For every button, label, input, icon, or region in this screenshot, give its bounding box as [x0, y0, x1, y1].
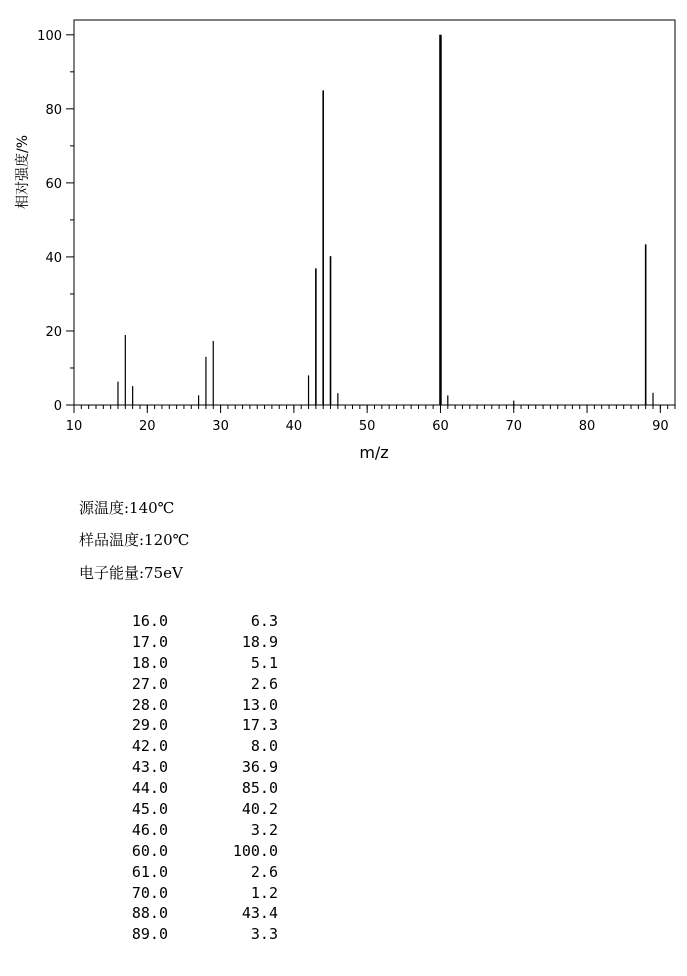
- peak-mz: 61.0: [131, 862, 168, 881]
- peak-row: [120, 778, 290, 799]
- peak-mz: 42.0: [131, 737, 168, 756]
- peak-row: [120, 736, 290, 757]
- electron-energy: 电子能量:75eV: [79, 564, 183, 582]
- peak-mz: 28.0: [131, 695, 168, 714]
- y-tick-label: 40: [45, 250, 62, 266]
- peak-intensity: 13.0: [241, 695, 278, 714]
- peak-intensity: 5.1: [250, 653, 278, 672]
- y-tick-label: 20: [45, 324, 62, 340]
- y-tick-label: 80: [45, 102, 62, 118]
- y-axis: [37, 29, 74, 414]
- plot-frame: [74, 20, 675, 405]
- peak-intensity: 2.6: [250, 862, 278, 881]
- x-axis: [66, 405, 675, 434]
- peak-intensity: 3.2: [250, 820, 278, 839]
- peak-row: [120, 695, 290, 716]
- peak-row: [120, 632, 290, 653]
- peak-intensity: 2.6: [250, 674, 278, 693]
- y-axis-label: 相对强度/%: [15, 134, 31, 210]
- peak-mz: 60.0: [131, 841, 168, 860]
- peak-mz: 27.0: [131, 674, 168, 693]
- peak-mz: 88.0: [131, 904, 168, 923]
- peak-intensity: 100.0: [232, 841, 278, 860]
- peak-mz: 45.0: [131, 800, 168, 819]
- peak-intensity: 43.4: [241, 904, 278, 923]
- peak-row: [120, 799, 290, 820]
- peak-mz: 18.0: [131, 653, 168, 672]
- x-tick-label: 30: [212, 419, 229, 434]
- peak-table: [120, 611, 290, 945]
- peak-intensity: 40.2: [241, 800, 278, 819]
- x-tick-label: 90: [652, 419, 669, 434]
- peak-row: [120, 611, 290, 632]
- x-tick-label: 80: [578, 419, 596, 434]
- peak-mz: 43.0: [131, 758, 168, 777]
- x-tick-label: 20: [139, 419, 156, 434]
- x-tick-label: 60: [432, 419, 449, 434]
- source-temperature: 源温度:140℃: [79, 499, 175, 517]
- peak-intensity: 8.0: [250, 737, 278, 756]
- peak-mz: 89.0: [131, 925, 168, 944]
- peak-intensity: 18.9: [241, 632, 278, 651]
- sample-temperature: 样品温度:120℃: [79, 531, 190, 549]
- x-tick-label: 40: [285, 419, 303, 434]
- peak-intensity: 85.0: [241, 779, 278, 798]
- peak-mz: 44.0: [131, 779, 168, 798]
- x-axis-label: m/z: [359, 443, 389, 462]
- peak-row: [120, 841, 290, 862]
- y-tick-label: 0: [53, 399, 62, 414]
- y-tick-label: 60: [45, 176, 62, 192]
- peak-mz: 17.0: [131, 632, 168, 651]
- peak-row: [120, 715, 290, 736]
- peak-intensity: 36.9: [241, 758, 278, 777]
- peak-mz: 70.0: [131, 883, 168, 902]
- peak-intensity: 17.3: [241, 716, 278, 735]
- spectrum-bars: [118, 35, 653, 405]
- peak-row: [120, 883, 290, 904]
- peak-row: [120, 757, 290, 778]
- x-tick-label: 70: [505, 419, 523, 434]
- peak-row: [120, 924, 290, 945]
- peak-mz: 29.0: [131, 716, 168, 735]
- peak-mz: 16.0: [131, 612, 168, 630]
- peak-mz: 46.0: [131, 820, 168, 839]
- mass-spectrum-chart: [0, 0, 687, 480]
- peak-row: [120, 674, 290, 695]
- peak-intensity: 3.3: [250, 925, 278, 944]
- y-tick-label: 100: [37, 28, 62, 44]
- x-tick-label: 10: [65, 419, 83, 434]
- x-tick-label: 50: [358, 419, 376, 434]
- peak-row: [120, 862, 290, 883]
- peak-intensity: 1.2: [250, 883, 278, 902]
- peak-row: [120, 653, 290, 674]
- peak-intensity: 6.3: [250, 612, 278, 630]
- peak-row: [120, 903, 290, 924]
- peak-row: [120, 820, 290, 841]
